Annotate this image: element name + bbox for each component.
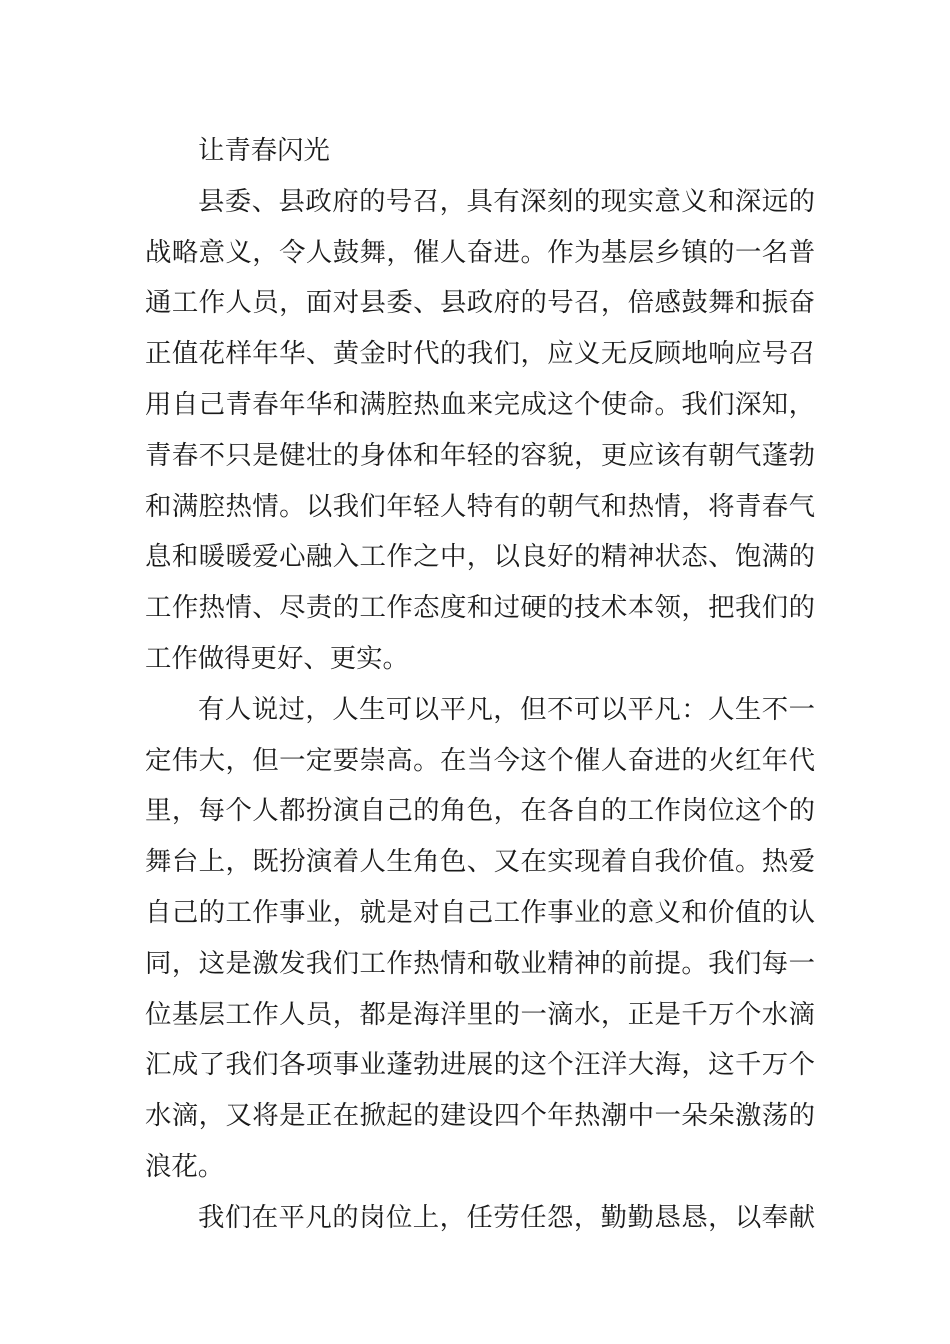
paragraph-1-line-6: 青春不只是健壮的身体和年轻的容貌，更应该有朝气蓬勃 [145,439,815,471]
paragraph-1-line-10: 工作做得更好、更实。 [145,642,409,674]
paragraph-2-line-1: 有人说过，人生可以平凡，但不可以平凡：人生不一 [198,693,815,725]
paragraph-2-line-6: 同，这是激发我们工作热情和敬业精神的前提。我们每一 [145,947,815,979]
paragraph-1-line-7: 和满腔热情。以我们年轻人特有的朝气和热情，将青春气 [145,490,815,522]
paragraph-2-line-9: 水滴，又将是正在掀起的建设四个年热潮中一朵朵激荡的 [145,1100,815,1132]
document-title: 让青春闪光 [198,135,330,166]
paragraph-3-line-1: 我们在平凡的岗位上，任劳任怨，勤勤恳恳，以奉献 [198,1201,815,1233]
paragraph-2-line-2: 定伟大，但一定要崇高。在当今这个催人奋进的火红年代 [145,744,815,776]
paragraph-1-line-8: 息和暖暖爱心融入工作之中，以良好的精神状态、饱满的 [145,541,815,573]
paragraph-1-line-4: 正值花样年华、黄金时代的我们，应义无反顾地响应号召 [145,338,815,370]
paragraph-2-line-8: 汇成了我们各项事业蓬勃进展的这个汪洋大海，这千万个 [145,1049,815,1081]
paragraph-2-line-7: 位基层工作人员，都是海洋里的一滴水，正是千万个水滴 [145,998,815,1030]
document-body [145,126,815,1244]
paragraph-1-line-1: 县委、县政府的号召，具有深刻的现实意义和深远的 [198,185,815,217]
paragraph-1-line-5: 用自己青春年华和满腔热血来完成这个使命。我们深知， [145,388,815,420]
paragraph-2-line-4: 舞台上，既扮演着人生角色、又在实现着自我价值。热爱 [145,846,815,878]
paragraph-1-line-2: 战略意义，令人鼓舞，催人奋进。作为基层乡镇的一名普 [145,236,815,268]
paragraph-1-line-9: 工作热情、尽责的工作态度和过硬的技术本领，把我们的 [145,592,815,624]
paragraph-2-line-3: 里，每个人都扮演自己的角色，在各自的工作岗位这个的 [145,795,815,827]
paragraph-2-line-10: 浪花。 [145,1150,225,1182]
paragraph-1-line-3: 通工作人员，面对县委、县政府的号召，倍感鼓舞和振奋 [145,287,815,319]
paragraph-2-line-5: 自己的工作事业，就是对自己工作事业的意义和价值的认 [145,896,815,928]
